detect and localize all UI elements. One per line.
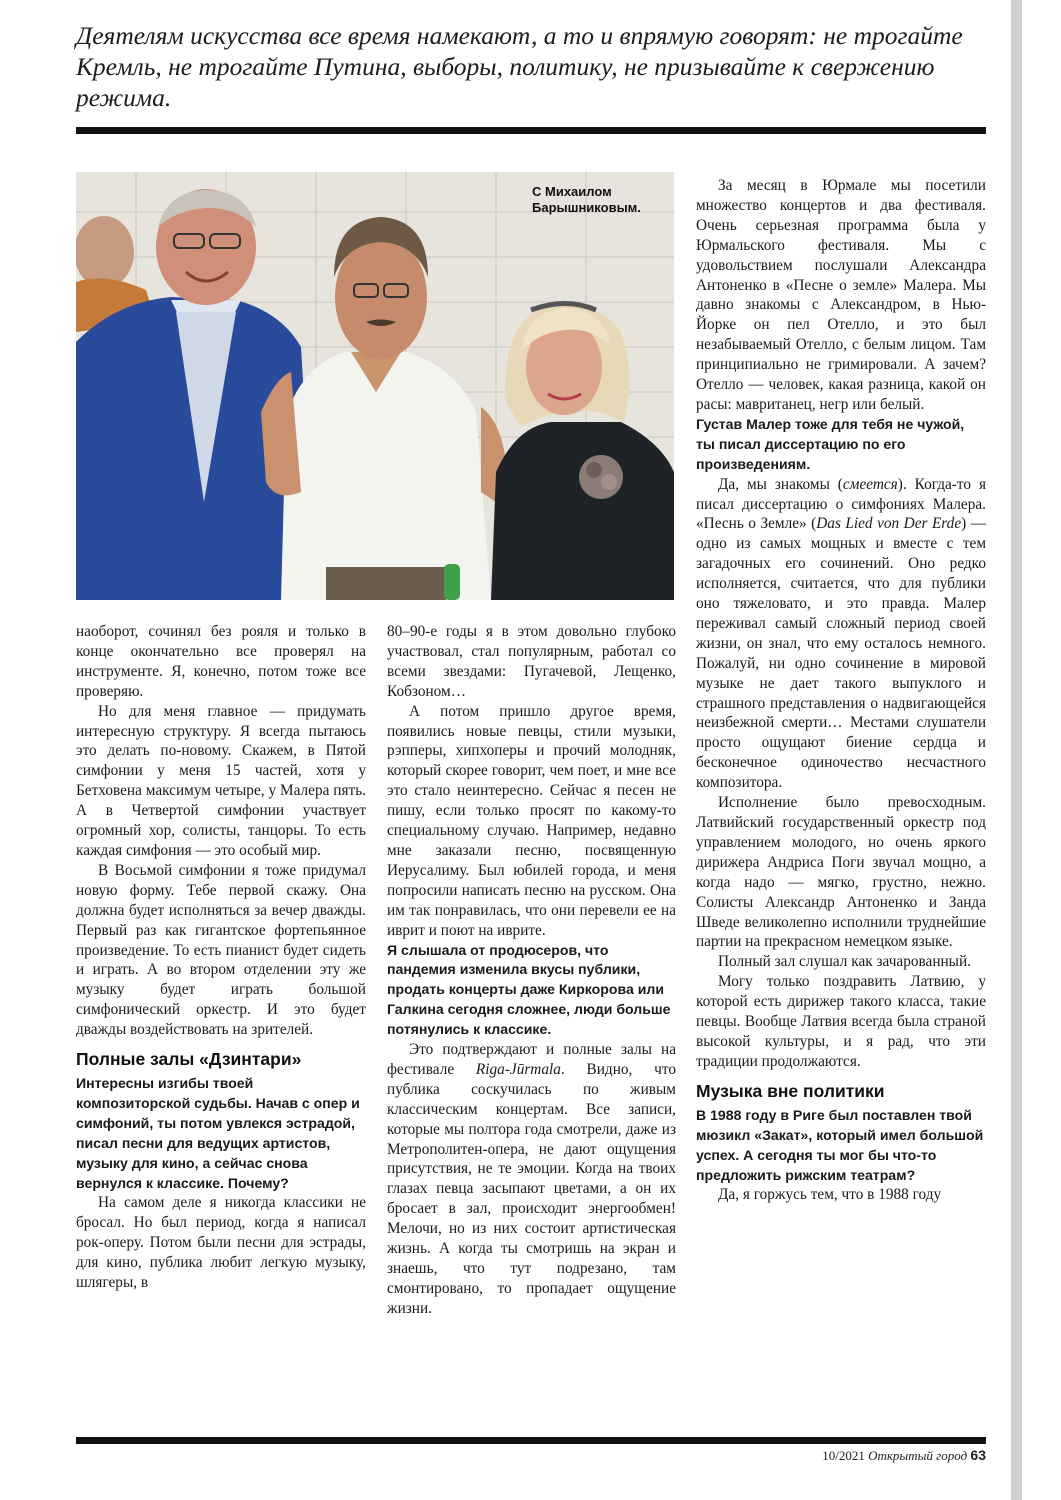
interview-question: Я слышала от продюсеров, что пандемия изменила вкусы публики, продать концерты даже Киркорова или Галкина сегодня сложнее, люди больше потянулись к классике. bbox=[387, 941, 671, 1038]
issue-number: 10/2021 bbox=[822, 1448, 865, 1463]
paragraph: 80–90-е годы я в этом довольно глубоко участвовал, стал популярным, работал со всеми звездами: Пугачевой, Лещенко, Кобзоном… bbox=[387, 623, 676, 700]
page-footer bbox=[720, 1447, 986, 1464]
paragraph: В Восьмой симфонии я тоже придумал новую форму. Тебе первой скажу. Она должна будет исполняться за вечер дважды. Первый раз как гигантское фортепьянное произведение. То есть пианист будет сидеть и играть. А во втором отделении эту же музыку будет играть большой симфонический оркестр. И это будет дважды воздействовать на зрителей. bbox=[76, 861, 366, 1039]
interview-question: Густав Малер тоже для тебя не чужой, ты писал диссертацию по его произведениям. bbox=[696, 415, 965, 472]
paragraph bbox=[696, 475, 986, 794]
interview-question: Интересны изгибы твоей композиторской судьбы. Начав с опер и симфоний, ты потом увлекся эстрадой, писал песни для ведущих артистов, музыку для кино, а сейчас снова вернулся к классике. Почему? bbox=[76, 1075, 360, 1191]
column-3 bbox=[696, 176, 986, 1205]
text-span: Да, мы знакомы ( bbox=[718, 475, 843, 493]
paragraph: Да, я горжусь тем, что в 1988 году bbox=[718, 1186, 942, 1204]
paragraph: Но для меня главное — придумать интересную структуру. Я всегда пытаюсь это делать по-новому. Скажем, в Пятой симфонии у меня 15 частей, хотя у Бетховена максимум четыре, у Малера пять. А в Четвертой симфонии участвует огромный хор, солисты, танцоры. То есть каждая симфония — это особый мир. bbox=[76, 702, 366, 859]
text-span: Это подтверждают и полные залы на фестивале bbox=[387, 1041, 676, 1078]
section-heading-dzintari: Полные залы «Дзинтари» bbox=[76, 1049, 302, 1070]
paragraph: А потом пришло другое время, появились новые певцы, стили музыки, рэпперы, хипхоперы и прочий молодняк, который скорее говорит, чем поет, и мне все это стало неинтересно. Сейчас я песен не пишу, если только просят по какому-то специальному случаю. Например, недавно мне заказали песню, посвященную Иерусалиму. Был юбилей города, и меня попросили написать песню на русском. Она им так понравилась, что они перевели ее на иврит и поют на иврите. bbox=[387, 702, 676, 939]
paragraph: наоборот, сочинял без рояля и только в конце окончательно все проверял на инструменте. Я, конечно, потом тоже все проверяю. bbox=[76, 623, 366, 700]
column-2 bbox=[387, 622, 676, 1319]
caption-line-1: С Михаилом bbox=[532, 184, 612, 199]
bottom-rule bbox=[76, 1437, 986, 1444]
photo-illustration bbox=[76, 172, 674, 600]
text-span: ) — одно из самых мощных и вместе с тем загадочных его сочинений. Оно редко исполняется, считается, что для публики оно тяжеловато, и это правда. Малер переживал самый сложный период своей жизни, он знал, что ему осталось немного. Пожалуй, ни одно сочинение в мировой музыке не дает такого выпуклого и страшного представления о надвигающейся неизбежной смерти… Местами слушатели просто ощущают биение сердца и бесконечное одиночество несчастного композитора. bbox=[696, 515, 986, 792]
paragraph: На самом деле я никогда классики не бросал. Но был период, когда я написал рок-оперу. Потом были песни для эстрады, для кино, публика любит легкую музыку, шлягеры, в bbox=[76, 1194, 366, 1292]
paragraph: Могу только поздравить Латвию, у которой есть дирижер такого класса, такие певцы. Вообще Латвия всегда была страной высокой культуры, и я рад, что эти традиции продолжаются. bbox=[696, 973, 986, 1070]
text-span: . Видно, что публика соскучилась по живым классическим концертам. Все записи, которые мы полтора года смотрели, даже из Метрополитен-опера, не дают ощущения присутствия, не те эмоции. Когда на твоих глазах певца засыпают цветами, а он их бросает в зал, происходит энергообмен! Мелочи, но из них состоит артистическая жизнь. А когда ты смотришь на экран и знаешь, что тут подрезано, там смонтировано, то пропадает ощущение жизни. bbox=[387, 1060, 676, 1317]
text-span: ). Когда-то я писал диссертацию о симфониях Малера. «Песнь о Земле» ( bbox=[696, 475, 986, 533]
photo-with-baryshnikov bbox=[76, 172, 674, 600]
page-edge-bar bbox=[1011, 0, 1022, 1500]
italic-text: смеется bbox=[842, 475, 898, 493]
italic-title: Das Lied von Der Erde bbox=[816, 515, 962, 533]
top-rule bbox=[76, 127, 986, 134]
page-number: 63 bbox=[970, 1447, 986, 1463]
paragraph: За месяц в Юрмале мы посетили множество концертов и два фестиваля. Очень серьезная программа была у Юрмальского фестиваля. Мы с удовольствием послушали Александра Антоненко в «Песне о земле» Малера. Мы давно знакомы с Александром, в Нью-Йорке он пел Отелло, и это был незабываемый Отелло, с белым лицом. Там принципиально не гримировали. А зачем? Отелло — человек, какая разница, какой он расы: мавританец, негр или белый. bbox=[696, 177, 986, 413]
pull-quote: Деятелям искусства все время намекают, а то и впрямую говорят: не трогайте Кремль, не трогайте Путина, выборы, политику, не призывайте к свержению режима. bbox=[76, 21, 963, 112]
column-1 bbox=[76, 622, 366, 1293]
interview-question: В 1988 году в Риге был поставлен твой мюзикл «Закат», который имел большой успех. А сегодня ты мог бы что-то предложить рижским театрам? bbox=[696, 1106, 984, 1183]
caption-line-2: Барышниковым. bbox=[532, 200, 641, 215]
festival-name: Riga-Jūrmala bbox=[475, 1060, 561, 1078]
paragraph: Полный зал слушал как зачарованный. bbox=[718, 953, 971, 971]
paragraph: Исполнение было превосходным. Латвийский государственный оркестр под управлением молодого, но очень яркого дирижера Андриса Поги звучал мощно, а когда надо — мягко, грустно, нежно. Солисты Александр Антоненко и Занда Шведе великолепно исполнили труднейшие партии на прекрасном немецком языке. bbox=[696, 794, 986, 951]
section-heading-politics: Музыка вне политики bbox=[696, 1080, 885, 1101]
paragraph bbox=[387, 1040, 676, 1319]
photo-caption bbox=[532, 184, 641, 216]
magazine-name: Открытый город bbox=[868, 1448, 968, 1463]
